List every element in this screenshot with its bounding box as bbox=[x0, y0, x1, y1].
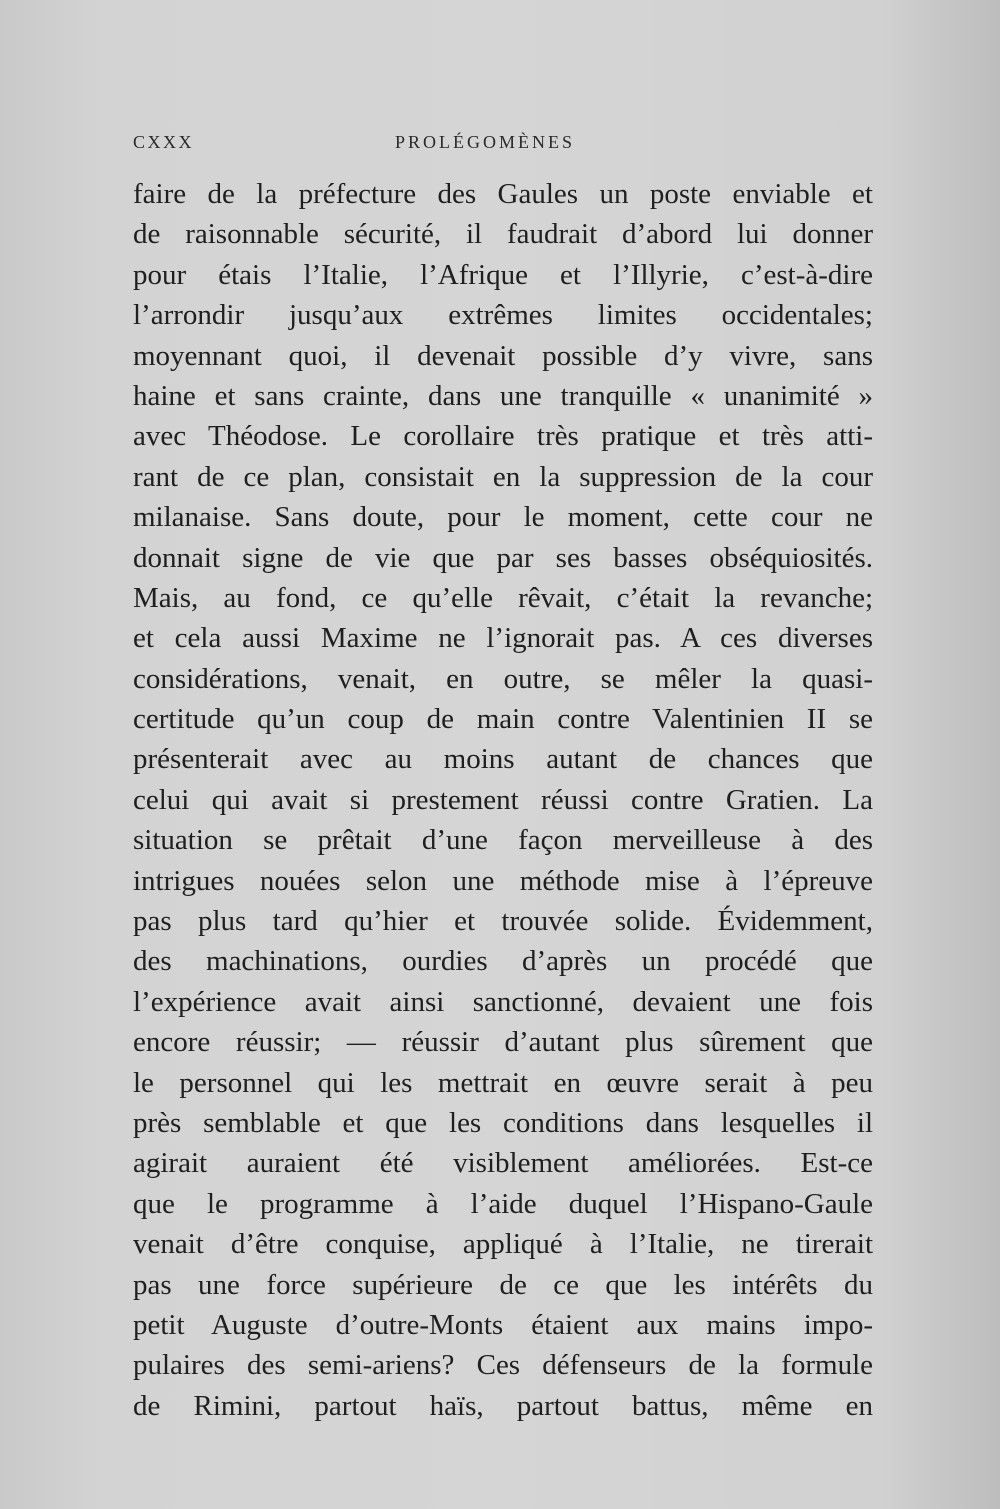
text-line: agirait auraient été visiblement améliorées. Est-ce bbox=[133, 1147, 873, 1180]
text-line: intrigues nouées selon une méthode mise à l’épreuve bbox=[133, 864, 873, 897]
text-line: donnait signe de vie que par ses basses obséquiosités. bbox=[133, 541, 873, 574]
text-line: présenterait avec au moins autant de chances que bbox=[133, 743, 873, 776]
body-text bbox=[133, 174, 873, 1426]
text-line: celui qui avait si prestement réussi contre Gratien. La bbox=[133, 783, 873, 816]
text-line: pour étais l’Italie, l’Afrique et l’Illyrie, c’est-à-dire bbox=[133, 258, 873, 291]
text-line: Mais, au fond, ce qu’elle rêvait, c’était la revanche; bbox=[133, 581, 873, 614]
text-line: le personnel qui les mettrait en œuvre serait à peu bbox=[133, 1066, 873, 1099]
text-line: l’expérience avait ainsi sanctionné, devaient une fois bbox=[133, 985, 873, 1018]
page-number: CXXX bbox=[133, 132, 195, 152]
text-line: de Rimini, partout haïs, partout battus, même en bbox=[133, 1389, 873, 1422]
text-line: des machinations, ourdies d’après un procédé que bbox=[133, 945, 873, 978]
text-line: haine et sans crainte, dans une tranquille « unanimité » bbox=[133, 379, 873, 412]
text-line: encore réussir; — réussir d’autant plus sûrement que bbox=[133, 1026, 873, 1059]
text-line: venait d’être conquise, appliqué à l’Italie, ne tirerait bbox=[133, 1228, 873, 1261]
text-line: certitude qu’un coup de main contre Valentinien II se bbox=[133, 703, 873, 736]
running-head bbox=[133, 132, 873, 162]
text-line: considérations, venait, en outre, se mêler la quasi- bbox=[133, 662, 873, 695]
text-line: moyennant quoi, il devenait possible d’y vivre, sans bbox=[133, 339, 873, 372]
text-line: et cela aussi Maxime ne l’ignorait pas. A ces diverses bbox=[133, 622, 873, 655]
text-line: faire de la préfecture des Gaules un poste enviable et bbox=[133, 178, 873, 210]
text-line: situation se prêtait d’une façon merveilleuse à des bbox=[133, 824, 873, 857]
text-line: l’arrondir jusqu’aux extrêmes limites occidentales; bbox=[133, 299, 873, 332]
text-line: près semblable et que les conditions dans lesquelles il bbox=[133, 1106, 873, 1139]
text-line: milanaise. Sans doute, pour le moment, cette cour ne bbox=[133, 501, 873, 534]
text-line: rant de ce plan, consistait en la suppression de la cour bbox=[133, 460, 873, 493]
text-line: avec Théodose. Le corollaire très pratique et très atti- bbox=[133, 420, 873, 453]
text-line: pas une force supérieure de ce que les intérêts du bbox=[133, 1268, 873, 1301]
running-title: PROLÉGOMÈNES bbox=[395, 132, 576, 152]
text-line: pas plus tard qu’hier et trouvée solide. Évidemment, bbox=[133, 905, 873, 938]
text-line: que le programme à l’aide duquel l’Hispano-Gaule bbox=[133, 1187, 873, 1220]
text-line: de raisonnable sécurité, il faudrait d’abord lui donner bbox=[133, 218, 873, 251]
text-line: pulaires des semi-ariens? Ces défenseurs de la formule bbox=[133, 1349, 873, 1382]
text-line: petit Auguste d’outre-Monts étaient aux mains impo- bbox=[133, 1308, 873, 1341]
